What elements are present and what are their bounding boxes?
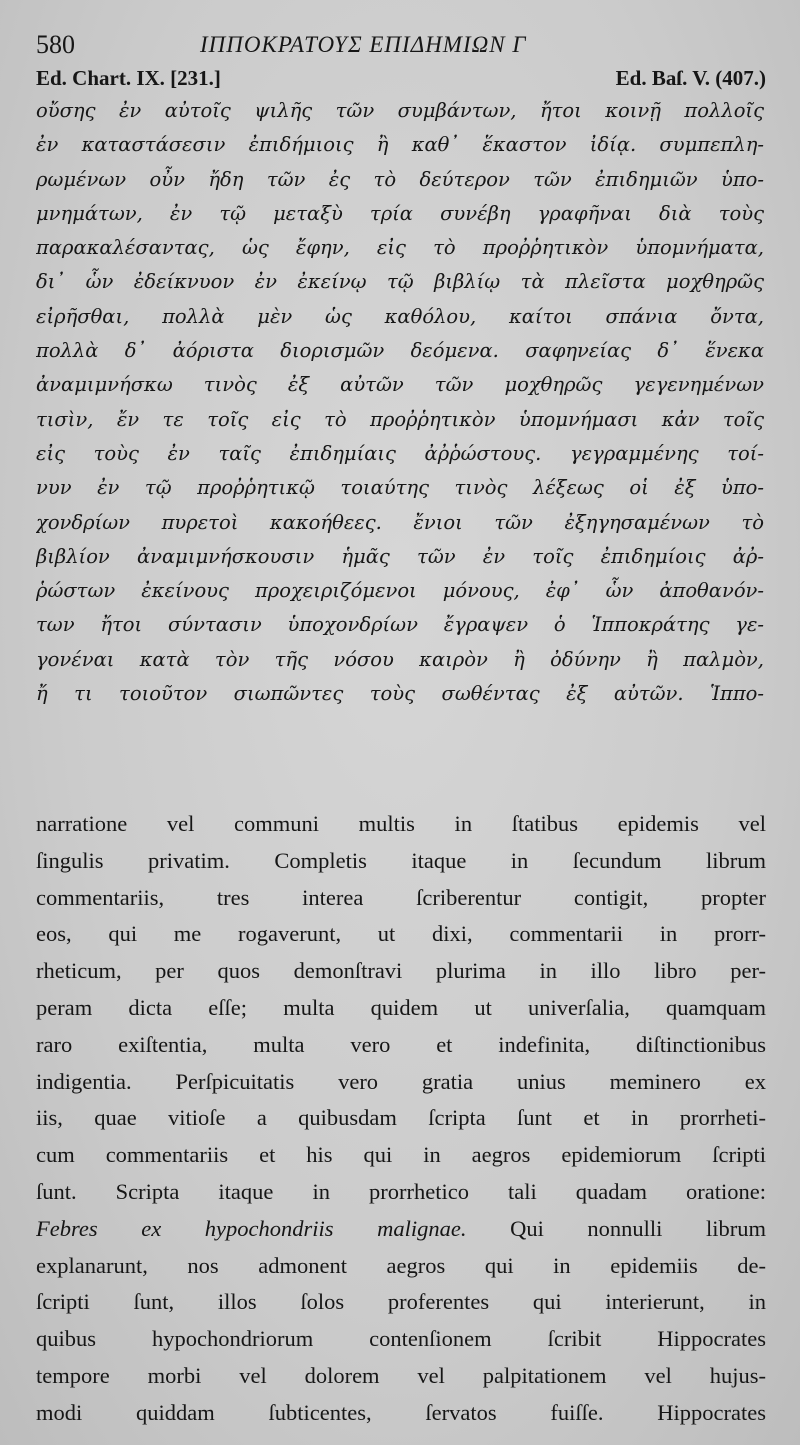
latin-text-segment: rheticum, per quos demonſtravi plurima in illo libro per- [36, 958, 766, 984]
latin-text-segment: peram dicta eſſe; multa quidem ut univerſalia, quamquam [36, 994, 766, 1020]
latin-text-segment: Qui nonnulli librum [466, 1215, 766, 1241]
latin-text-segment: modi quiddam ſubticentes, ſervatos fuiſſe. Hippocrates [36, 1399, 766, 1425]
latin-text-segment: ſingulis privatim. Completis itaque in ſecundum librum [36, 847, 766, 873]
latin-text-segment: eos, qui me rogaverunt, ut dixi, commentarii in prorr- [36, 921, 766, 947]
greek-text-line: πολλὰ δ᾽ ἀόριστα διορισμῶν δεόμενα. σαφηνείας δ᾽ ἕνεκα [36, 339, 764, 363]
latin-text-line [36, 1358, 766, 1395]
latin-text-segment: raro exiſtentia, multa vero et indefinita, diſtinctionibus [36, 1031, 766, 1057]
latin-text-line [36, 806, 766, 843]
edition-chartier-reference: Ed. Chart. IX. [231.] [36, 66, 221, 90]
greek-text-line: εἰρῆσθαι, πολλὰ μὲν ὡς καθόλου, καίτοι σπάνια ὄντα, [36, 304, 764, 328]
latin-text-segment: indigentia. Perſpicuitatis vero gratia unius meminero ex [36, 1068, 766, 1094]
latin-text-line [36, 953, 766, 990]
greek-text-block [36, 94, 764, 711]
edition-reference-line [36, 66, 766, 94]
latin-text-line [36, 1248, 766, 1285]
greek-text-line: ἐν καταστάσεσιν ἐπιδήμιοις ἢ καθ᾽ ἕκαστον ἰδίᾳ. συμπεπλη- [36, 133, 764, 157]
latin-text-segment: commentariis, tres interea ſcriberentur contigit, propter [36, 884, 766, 910]
latin-text-line [36, 1100, 766, 1137]
latin-text-line [36, 916, 766, 953]
greek-text-line: ἤ τι τοιοῦτον σιωπῶντες τοὺς σωθέντας ἐξ αὐτῶν. Ἱππο- [36, 682, 764, 706]
greek-text-line: ρωμένων οὖν ἤδη τῶν ἐς τὸ δεύτερον τῶν ἐπιδημιῶν ὑπο- [36, 167, 764, 191]
latin-text-segment: cum commentariis et his qui in aegros epidemiorum ſcripti [36, 1142, 766, 1168]
greek-text-line: των ἤτοι σύντασιν ὑποχονδρίων ἔγραψεν ὁ Ἱπποκράτης γε- [36, 613, 764, 637]
latin-text-line [36, 1211, 766, 1248]
latin-text-line [36, 1064, 766, 1101]
greek-text-line: δι᾽ ὧν ἐδείκνυον ἐν ἐκείνῳ τῷ βιβλίῳ τὰ πλεῖστα μοχθηρῶς [36, 270, 764, 294]
latin-text-line [36, 990, 766, 1027]
greek-text-line: χονδρίων πυρετοὶ κακοήθεες. ἔνιοι τῶν ἐξηγησαμένων τὸ [36, 510, 764, 534]
latin-text-segment: explanarunt, nos admonent aegros qui in epidemiis de- [36, 1252, 766, 1278]
latin-text-segment: ſunt. Scripta itaque in prorrhetico tali quadam oratione: [36, 1178, 766, 1204]
latin-text-block [36, 806, 766, 1432]
latin-text-line [36, 1395, 766, 1432]
greek-text-line: βιβλίον ἀναμιμνήσκουσιν ἡμᾶς τῶν ἐν τοῖς ἐπιδημίοις ἀῤ- [36, 544, 764, 568]
greek-text-line: ῥώστων ἐκείνους προχειριζόμενοι μόνους, ἐφ᾽ ὧν ἀποθανόν- [36, 579, 764, 603]
latin-text-line [36, 1174, 766, 1211]
latin-text-segment: ſcripti ſunt, illos ſolos proferentes qui interierunt, in [36, 1289, 766, 1315]
latin-text-line [36, 1027, 766, 1064]
latin-text-line [36, 1137, 766, 1174]
latin-text-segment: iis, quae vitioſe a quibusdam ſcripta ſunt et in prorrheti- [36, 1105, 766, 1131]
running-title: ΙΠΠΟΚΡΑΤΟΥΣ ΕΠΙΔΗΜΙΩΝ Γ [200, 32, 527, 57]
latin-text-line [36, 1284, 766, 1321]
latin-text-segment: tempore morbi vel dolorem vel palpitationem vel hujus- [36, 1362, 766, 1388]
latin-text-line [36, 880, 766, 917]
greek-text-line: μνημάτων, ἐν τῷ μεταξὺ τρία συνέβη γραφῆναι διὰ τοὺς [36, 201, 764, 225]
running-head [36, 30, 766, 64]
edition-basel-reference: Ed. Baſ. V. (407.) [615, 66, 766, 90]
greek-text-line: ἀναμιμνήσκω τινὸς ἐξ αὐτῶν τῶν μοχθηρῶς γεγενημένων [36, 373, 764, 397]
latin-italic-quotation: Febres ex hypochondriis malignae. [36, 1215, 467, 1241]
latin-text-line [36, 843, 766, 880]
greek-text-line: νυν ἐν τῷ προῤῥητικῷ τοιαύτης τινὸς λέξεως οἱ ἐξ ὑπο- [36, 476, 764, 500]
page-number: 580 [36, 30, 75, 59]
latin-text-line [36, 1321, 766, 1358]
greek-text-line: γονέναι κατὰ τὸν τῆς νόσου καιρὸν ἢ ὀδύνην ἢ παλμὸν, [36, 647, 764, 671]
latin-text-segment: narratione vel communi multis in ſtatibus epidemis vel [36, 811, 766, 836]
greek-text-line: παρακαλέσαντας, ὡς ἔφην, εἰς τὸ προῤῥητικὸν ὑπομνήματα, [36, 236, 764, 260]
greek-text-line: εἰς τοὺς ἐν ταῖς ἐπιδημίαις ἀῤῥώστους. γεγραμμένης τοί- [36, 441, 764, 465]
greek-text-line: τισὶν, ἔν τε τοῖς εἰς τὸ προῤῥητικὸν ὑπομνήμασι κἀν τοῖς [36, 407, 764, 431]
latin-text-segment: quibus hypochondriorum contenſionem ſcribit Hippocrates [36, 1326, 766, 1352]
greek-text-line: οὔσης ἐν αὐτοῖς ψιλῆς τῶν συμβάντων, ἤτοι κοινῇ πολλοῖς [36, 99, 764, 122]
